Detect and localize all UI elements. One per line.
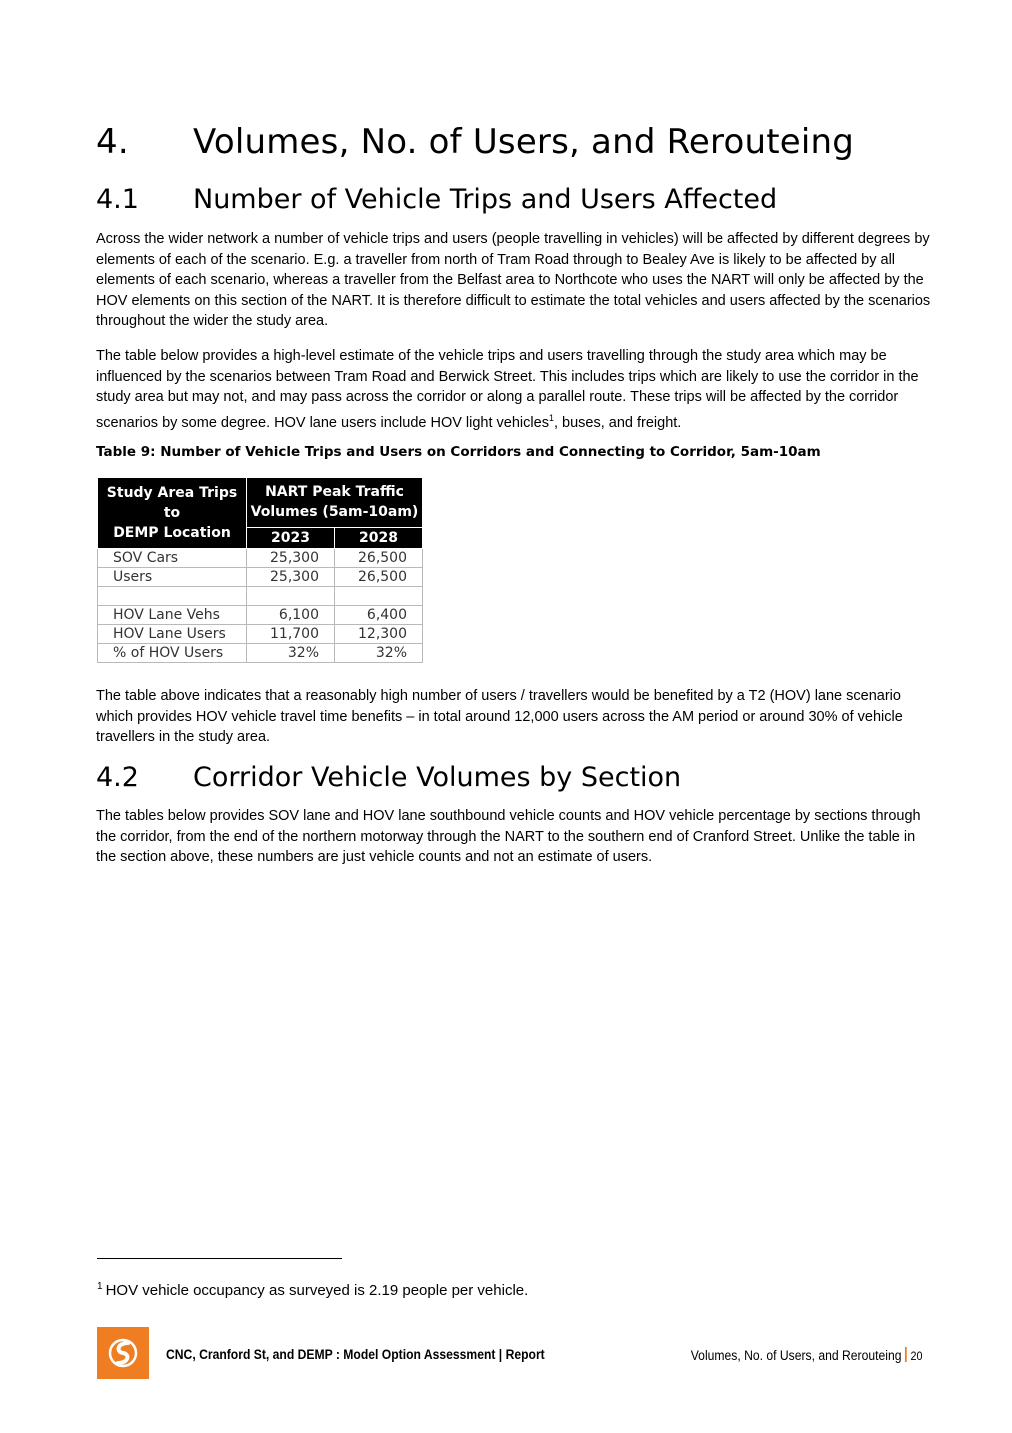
value-2028: 6,400 (335, 606, 423, 625)
group-header-line-2: Volumes (5am-10am) (250, 504, 419, 521)
footer-document-title: CNC, Cranford St, and DEMP : Model Option Assessment | Report (166, 1347, 545, 1362)
value-2028 (335, 587, 423, 606)
value-2023 (247, 587, 335, 606)
row-label: Users (98, 568, 247, 587)
section-4-1-paragraph-3: The table above indicates that a reasonably high number of users / travellers would be benefited by a T2 (HOV) lane scenario which provides HOV vehicle travel time benefits – in total around 12,000 users across the AM period or around 30% of vehicle travellers in the study area. (96, 688, 903, 745)
value-2028: 26,500 (335, 549, 423, 568)
footnote-mark: 1 (97, 1281, 103, 1292)
value-2028: 26,500 (335, 568, 423, 587)
footnote (97, 1282, 528, 1299)
footer-section-info (690, 1347, 922, 1363)
page-number: 20 (909, 1349, 922, 1363)
chapter-title: Volumes, No. of Users, and Rerouteing (193, 122, 855, 162)
footnote-text: HOV vehicle occupancy as surveyed is 2.19 people per vehicle. (105, 1282, 529, 1299)
orange-s-logo-icon (97, 1327, 149, 1379)
row-label: SOV Cars (98, 549, 247, 568)
row-header-line-1: Study Area Trips to (106, 485, 238, 521)
table-row (98, 644, 423, 663)
footer-section-title: Volumes, No. of Users, and Rerouteing (690, 1348, 901, 1363)
row-label (98, 587, 247, 606)
section-4-1-paragraph-1: Across the wider network a number of vehicle trips and users (people travelling in vehicles) will be affected by different degrees by elements of each of the scenario. E.g. a traveller from north of Tram Road through to Bealey Ave is likely to be affected by all elements of each scenario, whereas a traveller from the Belfast area to Northcote who uses the NART will only be affected by the HOV elements on this section of the NART. It is therefore difficult to estimate the total vehicles and users affected by the scenarios throughout the wider the study area. (96, 231, 931, 329)
table-row (98, 625, 423, 644)
section-4-1-heading (96, 184, 777, 215)
table-9-caption: Table 9: Number of Vehicle Trips and Users on Corridors and Connecting to Corridor, 5am-10am (96, 444, 821, 460)
row-label: % of HOV Users (98, 644, 247, 663)
table-row (98, 549, 423, 568)
section-4-1-paragraph-2 (96, 346, 936, 433)
value-2023: 25,300 (247, 549, 335, 568)
value-2023: 6,100 (247, 606, 335, 625)
value-2023: 32% (247, 644, 335, 663)
row-label: HOV Lane Users (98, 625, 247, 644)
paragraph-2-tail: , buses, and freight. (553, 414, 682, 431)
year-header-2028: 2028 (335, 527, 423, 548)
section-4-2-title: Corridor Vehicle Volumes by Section (193, 762, 682, 793)
value-2028: 12,300 (335, 625, 423, 644)
year-header-2023: 2023 (247, 527, 335, 548)
paragraph-2-text: The table below provides a high-level estimate of the vehicle trips and users travelling through the study area which may be influenced by the scenarios between Tram Road and Berwick Street. This includes trips which are likely to use the corridor in the study area but may not, and may pass across the corridor or along a parallel route. These trips will be affected by the corridor scenarios by some degree. HOV lane users include HOV light vehicles (96, 348, 919, 431)
section-4-2-number: 4.2 (96, 762, 139, 793)
chapter-heading (96, 122, 854, 162)
table-row (98, 568, 423, 587)
table-row-header (98, 478, 247, 549)
value-2023: 25,300 (247, 568, 335, 587)
table-row (98, 606, 423, 625)
section-4-2-paragraph-1: The tables below provides SOV lane and HOV lane southbound vehicle counts and HOV vehicle percentage by sections through the corridor, from the end of the northern motorway through the NART to the southern end of Cranford Street. Unlike the table in the section above, these numbers are just vehicle counts and not an estimate of users. (96, 808, 921, 865)
value-2028: 32% (335, 644, 423, 663)
footnote-reference[interactable]: 1 (548, 412, 554, 423)
chapter-number: 4. (96, 122, 129, 162)
section-4-2-heading (96, 762, 681, 793)
table-9 (97, 477, 423, 663)
footer-separator (905, 1347, 907, 1362)
value-2023: 11,700 (247, 625, 335, 644)
section-4-1-title: Number of Vehicle Trips and Users Affected (193, 184, 778, 215)
table-row (98, 587, 423, 606)
section-4-1-number: 4.1 (96, 184, 139, 215)
row-header-line-2: DEMP Location (113, 525, 231, 541)
row-label: HOV Lane Vehs (98, 606, 247, 625)
group-header-line-1: NART Peak Traffic (265, 484, 404, 501)
footnote-divider (97, 1258, 342, 1259)
table-group-header (247, 478, 423, 528)
